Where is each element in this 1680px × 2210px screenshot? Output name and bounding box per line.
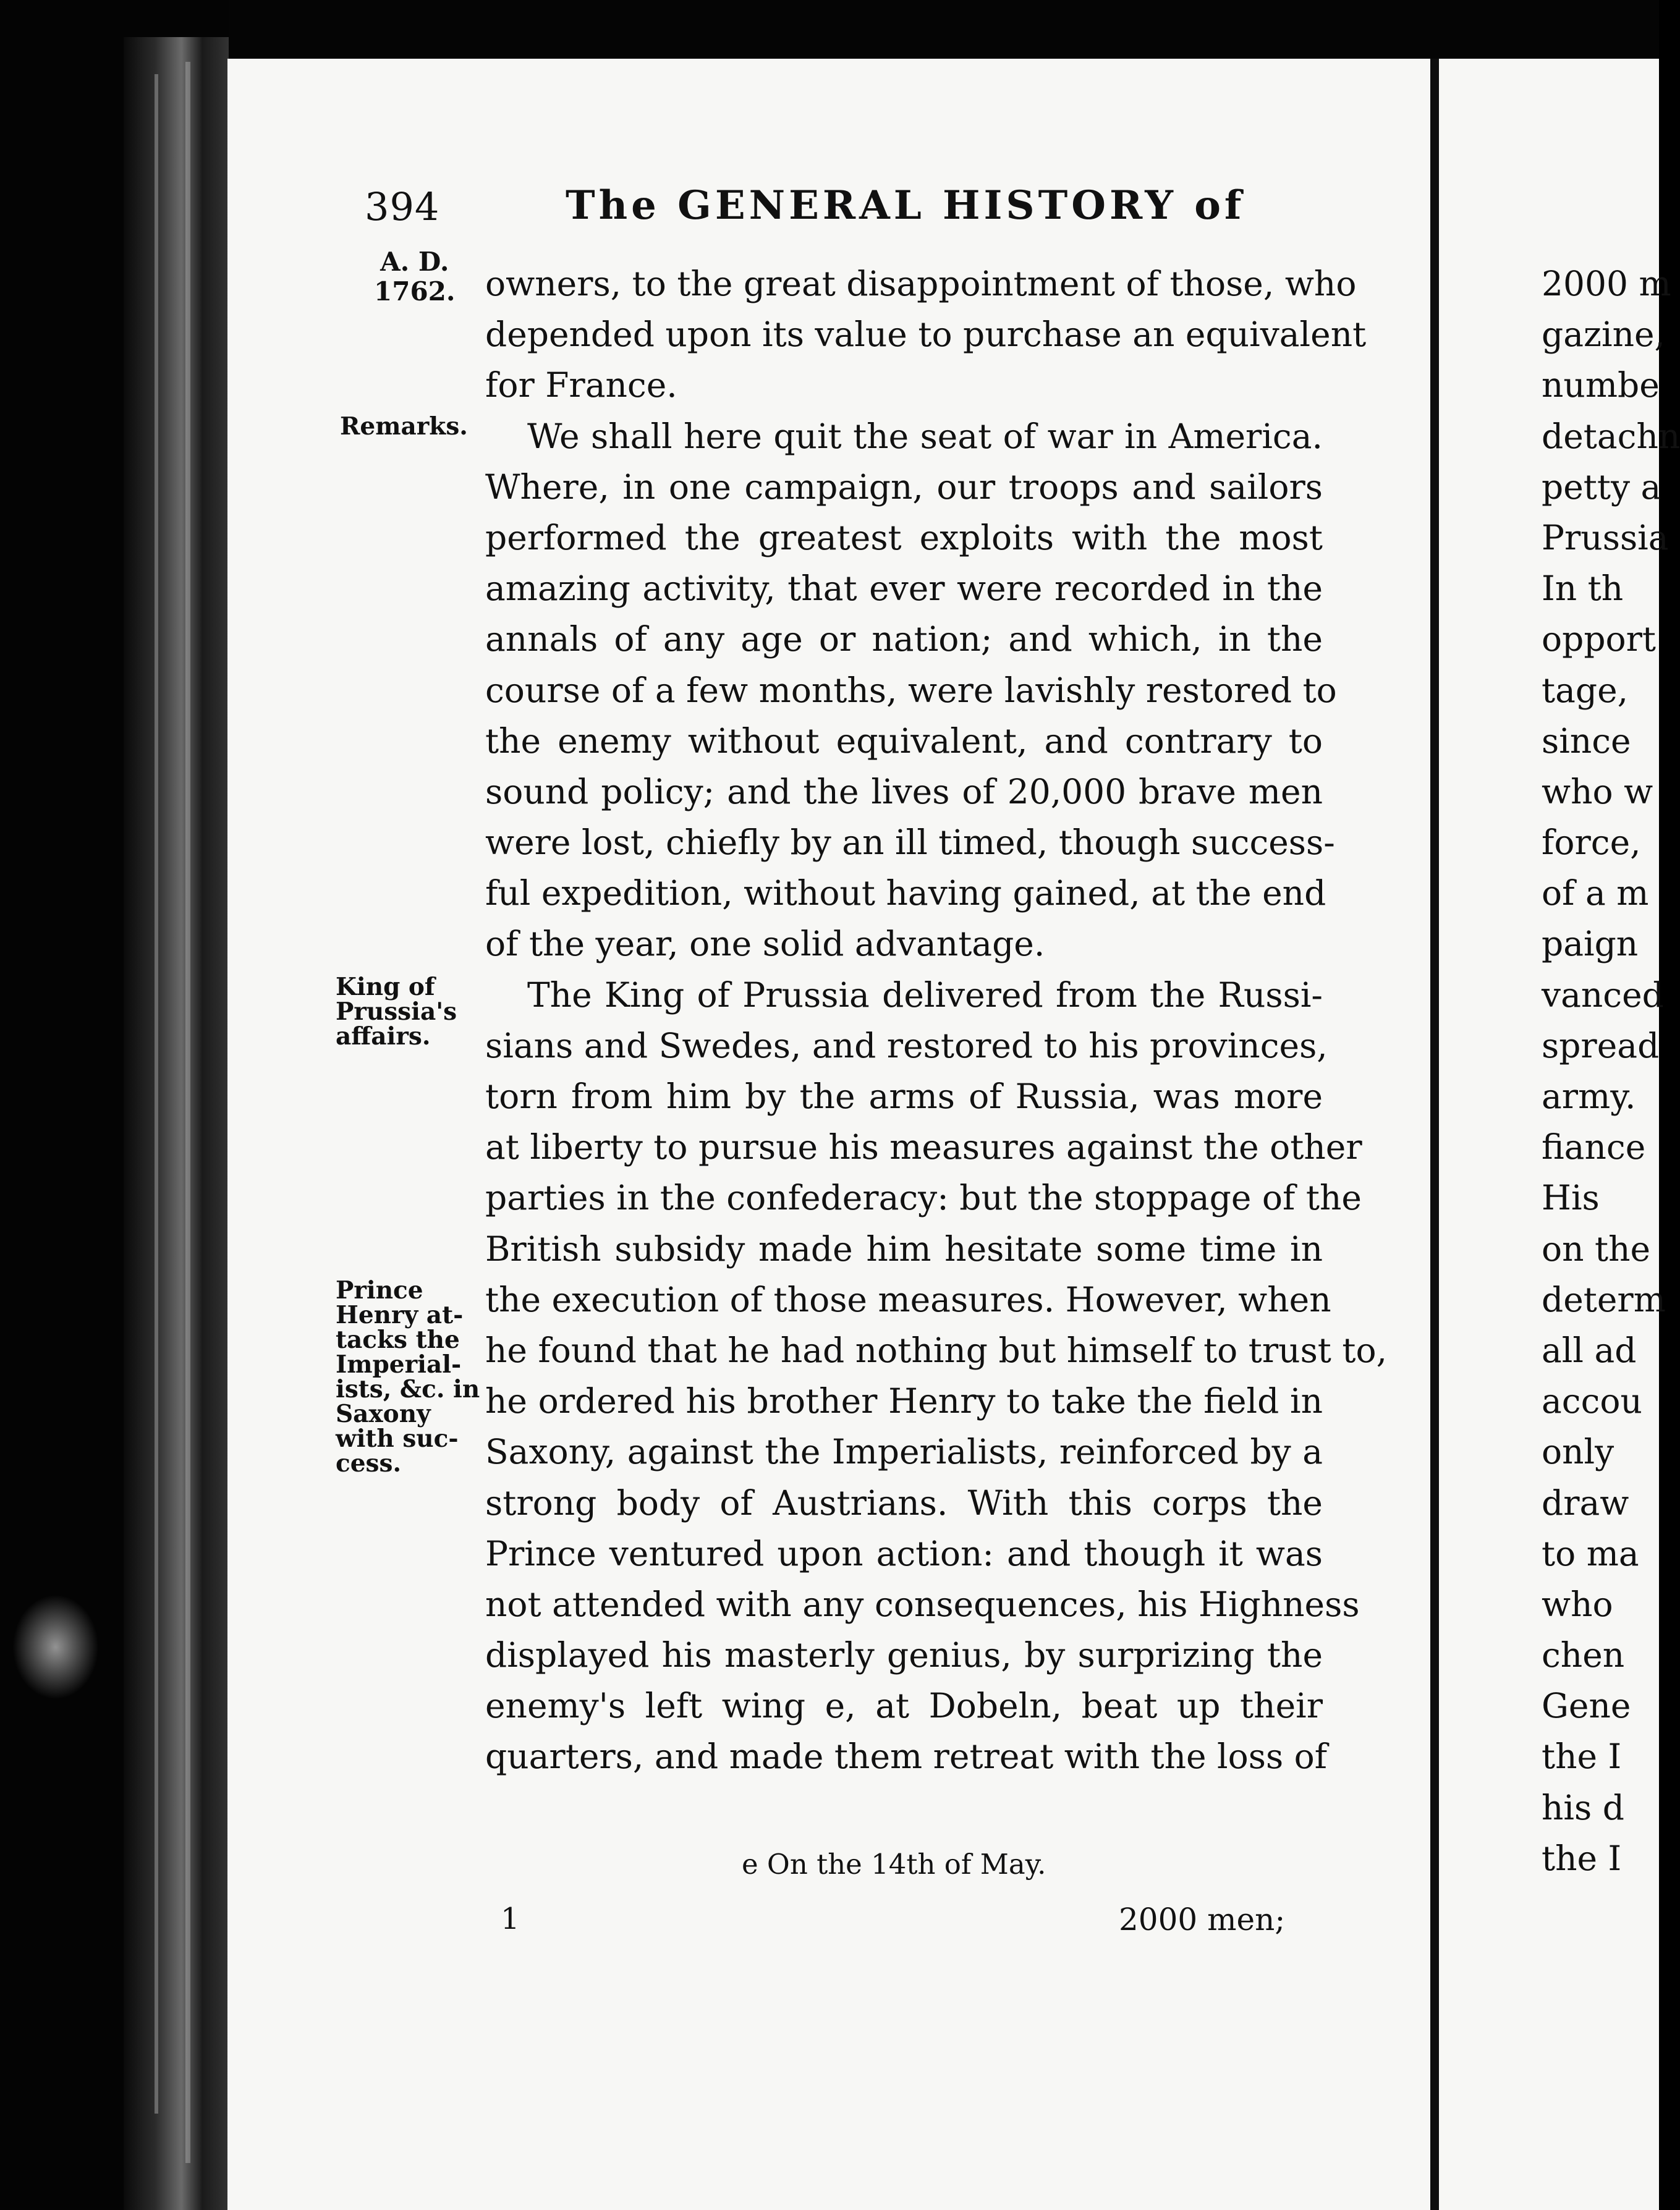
- text-line: Saxony, against the Imperialists, reinforced by a: [485, 1432, 1323, 1472]
- text-line: the I: [1542, 1838, 1622, 1878]
- right-page-text: [1542, 258, 1680, 1884]
- text-line: performed the greatest exploits with the most: [485, 517, 1323, 557]
- book-spine: [124, 37, 229, 2210]
- text-line: only: [1542, 1432, 1614, 1472]
- text-line: fiance: [1542, 1127, 1646, 1167]
- text-line: all ad: [1542, 1330, 1637, 1370]
- text-line: gazine,: [1542, 315, 1666, 355]
- scanner-top-band: [0, 0, 1659, 59]
- text-line: owners, to the great disappointment of those, who: [485, 264, 1357, 303]
- text-line: displayed his masterly genius, by surprizing the: [485, 1635, 1323, 1675]
- text-line: paign: [1542, 924, 1639, 964]
- text-line: his d: [1542, 1787, 1624, 1827]
- text-line: opport: [1542, 619, 1657, 659]
- margin-note-year: [374, 247, 456, 307]
- text-line: parties in the confederacy: but the stoppage of the: [485, 1178, 1362, 1218]
- text-line: sound policy; and the lives of 20,000 brave men: [485, 771, 1323, 811]
- margin-note-prussia: [336, 975, 457, 1049]
- text-line: depended upon its value to purchase an equivalent: [485, 315, 1367, 355]
- margin-note-line: affairs.: [336, 1022, 431, 1051]
- text-line: tage,: [1542, 670, 1629, 710]
- margin-note-line: A. D.: [380, 247, 449, 277]
- text-line: not attended with any consequences, his Highness: [485, 1584, 1360, 1624]
- text-line: of the year, one solid advantage.: [485, 924, 1045, 964]
- signature-mark: 1: [501, 1902, 520, 1936]
- text-line: were lost, chiefly by an ill timed, though success-: [485, 823, 1335, 863]
- text-line: accou: [1542, 1381, 1642, 1421]
- text-line: In th: [1542, 569, 1624, 609]
- text-line: since: [1542, 721, 1631, 761]
- margin-note-line: Prussia's: [336, 997, 457, 1026]
- page-gutter: [1430, 59, 1439, 2210]
- margin-note-line: cess.: [336, 1449, 402, 1478]
- text-line: numbe: [1542, 365, 1660, 405]
- page-number: 394: [365, 184, 440, 229]
- running-head: The GENERAL HISTORY of: [566, 182, 1245, 229]
- text-line: British subsidy made him hesitate some time in: [485, 1229, 1323, 1269]
- margin-note-henry: [336, 1278, 480, 1476]
- text-line: petty a: [1542, 467, 1661, 507]
- margin-note-remarks: Remarks.: [340, 412, 468, 441]
- text-line: quarters, and made them retreat with the loss of: [485, 1737, 1328, 1777]
- spine-highlight: [185, 62, 190, 2163]
- footnote: e On the 14th of May.: [742, 1848, 1046, 1881]
- margin-note-line: Imperial-: [336, 1350, 462, 1379]
- text-line: We shall here quit the seat of war in America.: [527, 416, 1323, 456]
- text-line: spread: [1542, 1025, 1660, 1065]
- margin-note-line: Henry at-: [336, 1301, 464, 1329]
- text-line: course of a few months, were lavishly restored to: [485, 670, 1337, 710]
- margin-note-line: Prince: [336, 1276, 423, 1305]
- text-line: detachn: [1542, 416, 1680, 456]
- text-line: Prince ventured upon action: and though it was: [485, 1533, 1323, 1573]
- margin-note-line: ists, &c. in: [336, 1375, 480, 1403]
- text-line: to ma: [1542, 1533, 1639, 1573]
- text-line: chen: [1542, 1635, 1625, 1675]
- text-line: who: [1542, 1584, 1613, 1624]
- text-line: torn from him by the arms of Russia, was more: [485, 1077, 1323, 1116]
- text-line: Gene: [1542, 1686, 1631, 1726]
- text-line: force,: [1542, 823, 1641, 863]
- text-line: the I: [1542, 1737, 1622, 1777]
- text-line: of a m: [1542, 873, 1649, 913]
- text-line: sians and Swedes, and restored to his provinces,: [485, 1025, 1328, 1065]
- text-line: army.: [1542, 1077, 1636, 1116]
- text-line: the execution of those measures. However, when: [485, 1279, 1331, 1319]
- text-line: enemy's left wing e, at Dobeln, beat up their: [485, 1686, 1323, 1726]
- text-line: annals of any age or nation; and which, in the: [485, 619, 1323, 659]
- text-line: draw: [1542, 1483, 1629, 1523]
- text-line: His: [1542, 1178, 1600, 1218]
- margin-note-line: tacks the: [336, 1326, 460, 1354]
- text-line: The King of Prussia delivered from the Russi-: [527, 975, 1323, 1015]
- catchword: 2000 men;: [1119, 1902, 1286, 1937]
- text-line: vanced: [1542, 975, 1664, 1015]
- body-text: [485, 258, 1388, 1782]
- text-line: 2000 m: [1542, 264, 1671, 303]
- text-line: for France.: [485, 365, 677, 405]
- spine-highlight: [155, 74, 158, 2114]
- margin-note-line: 1762.: [374, 276, 456, 307]
- text-line: ful expedition, without having gained, at the end: [485, 873, 1326, 913]
- text-line: who w: [1542, 771, 1653, 811]
- text-line: he ordered his brother Henry to take the field in: [485, 1381, 1323, 1421]
- margin-note-line: with suc-: [336, 1425, 459, 1453]
- text-line: strong body of Austrians. With this corps the: [485, 1483, 1323, 1523]
- text-line: at liberty to pursue his measures against the other: [485, 1127, 1362, 1167]
- margin-note-line: Saxony: [336, 1400, 431, 1428]
- text-line: he found that he had nothing but himself to trust to,: [485, 1330, 1388, 1370]
- text-line: on the: [1542, 1229, 1651, 1269]
- text-line: Where, in one campaign, our troops and sailors: [485, 467, 1323, 507]
- text-line: the enemy without equivalent, and contrary to: [485, 721, 1323, 761]
- text-line: determ: [1542, 1279, 1666, 1319]
- text-line: Prussia: [1542, 517, 1669, 557]
- scan-dust-speck: [12, 1594, 99, 1700]
- text-line: amazing activity, that ever were recorded in the: [485, 569, 1323, 609]
- margin-note-line: King of: [336, 973, 435, 1001]
